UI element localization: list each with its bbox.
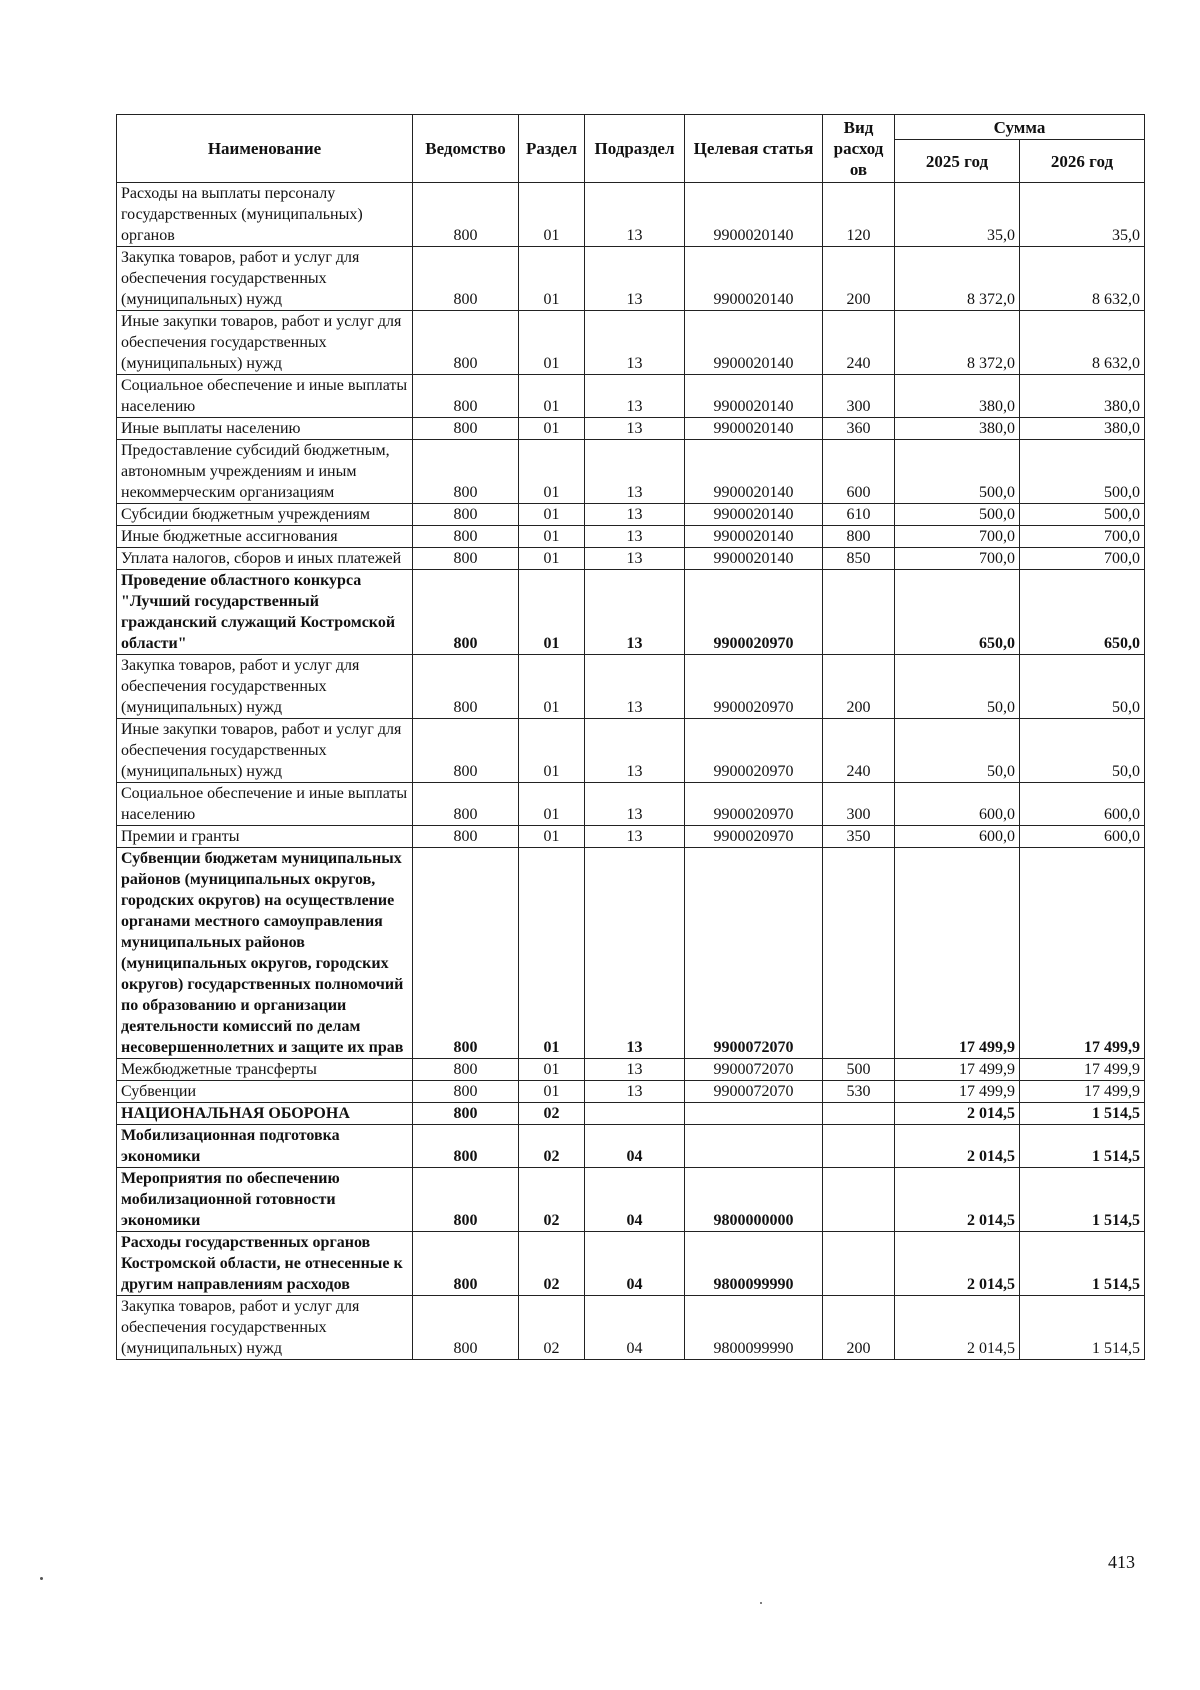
cell-subsection: 13 xyxy=(585,783,685,826)
cell-amount-2025: 17 499,9 xyxy=(895,1059,1020,1081)
table-row xyxy=(117,848,1145,1059)
cell-name: Социальное обеспечение и иные выплаты населению xyxy=(117,375,413,418)
table-row xyxy=(117,247,1145,311)
table-row xyxy=(117,526,1145,548)
cell-expense-type: 240 xyxy=(823,719,895,783)
cell-amount-2026: 700,0 xyxy=(1020,548,1145,570)
cell-section: 01 xyxy=(519,826,585,848)
cell-amount-2026: 8 632,0 xyxy=(1020,247,1145,311)
cell-amount-2025: 50,0 xyxy=(895,719,1020,783)
cell-department: 800 xyxy=(413,548,519,570)
cell-expense-type: 240 xyxy=(823,311,895,375)
cell-section: 02 xyxy=(519,1125,585,1168)
cell-target-article: 9800099990 xyxy=(685,1296,823,1360)
table-row xyxy=(117,1232,1145,1296)
cell-expense-type: 350 xyxy=(823,826,895,848)
cell-target-article: 9900020140 xyxy=(685,548,823,570)
scan-speck xyxy=(40,1577,43,1580)
cell-target-article: 9900072070 xyxy=(685,1081,823,1103)
cell-subsection: 13 xyxy=(585,526,685,548)
cell-amount-2025: 700,0 xyxy=(895,548,1020,570)
col-header-subsection: Подраздел xyxy=(585,115,685,183)
cell-department: 800 xyxy=(413,311,519,375)
cell-name: Проведение областного конкурса "Лучший государственный гражданский служащий Костромской области" xyxy=(117,570,413,655)
cell-amount-2025: 700,0 xyxy=(895,526,1020,548)
cell-section: 01 xyxy=(519,548,585,570)
cell-section: 01 xyxy=(519,570,585,655)
cell-target-article: 9900020140 xyxy=(685,418,823,440)
scan-speck xyxy=(760,1602,762,1604)
cell-amount-2025: 8 372,0 xyxy=(895,311,1020,375)
cell-subsection: 04 xyxy=(585,1232,685,1296)
cell-name: Расходы на выплаты персоналу государственных (муниципальных) органов xyxy=(117,183,413,247)
cell-target-article: 9900020970 xyxy=(685,826,823,848)
cell-subsection xyxy=(585,1103,685,1125)
cell-name: Субвенции бюджетам муниципальных районов (муниципальных округов, городских округов) на осуществление органами местного самоуправления муниципальных районов (муниципальных округов, городских округов) государственных полномочий по образованию и организации деятельности комиссий по делам несовершеннолетних и защите их прав xyxy=(117,848,413,1059)
cell-section: 02 xyxy=(519,1296,585,1360)
col-header-name: Наименование xyxy=(117,115,413,183)
table-row xyxy=(117,418,1145,440)
cell-expense-type: 120 xyxy=(823,183,895,247)
cell-department: 800 xyxy=(413,570,519,655)
cell-expense-type xyxy=(823,848,895,1059)
cell-amount-2026: 600,0 xyxy=(1020,826,1145,848)
cell-section: 02 xyxy=(519,1168,585,1232)
cell-section: 01 xyxy=(519,504,585,526)
cell-department: 800 xyxy=(413,826,519,848)
cell-expense-type: 200 xyxy=(823,655,895,719)
col-header-department: Ведомство xyxy=(413,115,519,183)
table-row xyxy=(117,1081,1145,1103)
cell-department: 800 xyxy=(413,1125,519,1168)
cell-target-article: 9900072070 xyxy=(685,848,823,1059)
cell-department: 800 xyxy=(413,1081,519,1103)
cell-name: Субвенции xyxy=(117,1081,413,1103)
cell-department: 800 xyxy=(413,183,519,247)
cell-amount-2026: 650,0 xyxy=(1020,570,1145,655)
cell-expense-type: 530 xyxy=(823,1081,895,1103)
cell-expense-type: 850 xyxy=(823,548,895,570)
cell-target-article: 9800000000 xyxy=(685,1168,823,1232)
col-header-section: Раздел xyxy=(519,115,585,183)
cell-expense-type xyxy=(823,1232,895,1296)
table-row xyxy=(117,311,1145,375)
table-row xyxy=(117,719,1145,783)
cell-amount-2025: 50,0 xyxy=(895,655,1020,719)
cell-expense-type: 610 xyxy=(823,504,895,526)
col-header-expense-type: Вид расход ов xyxy=(823,115,895,183)
cell-expense-type: 800 xyxy=(823,526,895,548)
cell-expense-type: 600 xyxy=(823,440,895,504)
cell-target-article: 9900020140 xyxy=(685,440,823,504)
cell-amount-2025: 380,0 xyxy=(895,418,1020,440)
cell-subsection: 13 xyxy=(585,183,685,247)
cell-amount-2025: 17 499,9 xyxy=(895,848,1020,1059)
cell-amount-2025: 650,0 xyxy=(895,570,1020,655)
table-row xyxy=(117,1125,1145,1168)
cell-subsection: 13 xyxy=(585,1059,685,1081)
cell-target-article: 9900020140 xyxy=(685,247,823,311)
cell-target-article: 9900020140 xyxy=(685,526,823,548)
cell-target-article: 9900020140 xyxy=(685,375,823,418)
cell-subsection: 04 xyxy=(585,1296,685,1360)
cell-section: 01 xyxy=(519,655,585,719)
cell-amount-2026: 8 632,0 xyxy=(1020,311,1145,375)
table-row xyxy=(117,783,1145,826)
cell-section: 02 xyxy=(519,1232,585,1296)
cell-target-article: 9900020140 xyxy=(685,504,823,526)
cell-department: 800 xyxy=(413,1103,519,1125)
cell-expense-type xyxy=(823,1168,895,1232)
cell-amount-2026: 500,0 xyxy=(1020,504,1145,526)
cell-amount-2026: 600,0 xyxy=(1020,783,1145,826)
cell-name: Субсидии бюджетным учреждениям xyxy=(117,504,413,526)
cell-section: 01 xyxy=(519,311,585,375)
cell-department: 800 xyxy=(413,783,519,826)
cell-amount-2026: 700,0 xyxy=(1020,526,1145,548)
cell-department: 800 xyxy=(413,1296,519,1360)
cell-subsection: 13 xyxy=(585,548,685,570)
cell-amount-2025: 600,0 xyxy=(895,826,1020,848)
cell-name: Предоставление субсидий бюджетным, автономным учреждениям и иным некоммерческим организациям xyxy=(117,440,413,504)
cell-amount-2026: 17 499,9 xyxy=(1020,1059,1145,1081)
cell-name: Мобилизационная подготовка экономики xyxy=(117,1125,413,1168)
cell-expense-type xyxy=(823,1103,895,1125)
cell-target-article: 9900020970 xyxy=(685,570,823,655)
cell-section: 01 xyxy=(519,440,585,504)
cell-amount-2025: 2 014,5 xyxy=(895,1125,1020,1168)
table-row xyxy=(117,1103,1145,1125)
table-row xyxy=(117,548,1145,570)
cell-department: 800 xyxy=(413,1059,519,1081)
cell-department: 800 xyxy=(413,655,519,719)
cell-name: Премии и гранты xyxy=(117,826,413,848)
cell-section: 01 xyxy=(519,783,585,826)
cell-department: 800 xyxy=(413,375,519,418)
cell-name: Закупка товаров, работ и услуг для обеспечения государственных (муниципальных) нужд xyxy=(117,655,413,719)
cell-name: Мероприятия по обеспечению мобилизационной готовности экономики xyxy=(117,1168,413,1232)
cell-subsection: 04 xyxy=(585,1168,685,1232)
cell-target-article: 9900020970 xyxy=(685,719,823,783)
cell-amount-2025: 380,0 xyxy=(895,375,1020,418)
cell-target-article: 9900020970 xyxy=(685,783,823,826)
cell-amount-2025: 35,0 xyxy=(895,183,1020,247)
cell-department: 800 xyxy=(413,848,519,1059)
col-header-year-2026: 2026 год xyxy=(1020,140,1145,183)
table-row xyxy=(117,655,1145,719)
cell-section: 01 xyxy=(519,375,585,418)
cell-amount-2026: 1 514,5 xyxy=(1020,1296,1145,1360)
cell-subsection: 13 xyxy=(585,655,685,719)
cell-amount-2025: 2 014,5 xyxy=(895,1296,1020,1360)
cell-target-article: 9900020140 xyxy=(685,183,823,247)
page-number: 413 xyxy=(1108,1552,1135,1572)
cell-name: Уплата налогов, сборов и иных платежей xyxy=(117,548,413,570)
cell-amount-2026: 50,0 xyxy=(1020,719,1145,783)
cell-name: Социальное обеспечение и иные выплаты населению xyxy=(117,783,413,826)
cell-subsection: 13 xyxy=(585,375,685,418)
cell-subsection: 13 xyxy=(585,719,685,783)
cell-section: 01 xyxy=(519,183,585,247)
table-row xyxy=(117,1168,1145,1232)
cell-amount-2025: 17 499,9 xyxy=(895,1081,1020,1103)
cell-department: 800 xyxy=(413,418,519,440)
table-row xyxy=(117,1296,1145,1360)
cell-expense-type: 300 xyxy=(823,375,895,418)
table-row xyxy=(117,1059,1145,1081)
cell-subsection: 13 xyxy=(585,826,685,848)
cell-name: Иные бюджетные ассигнования xyxy=(117,526,413,548)
cell-department: 800 xyxy=(413,504,519,526)
cell-subsection: 13 xyxy=(585,1081,685,1103)
cell-amount-2025: 8 372,0 xyxy=(895,247,1020,311)
cell-expense-type xyxy=(823,570,895,655)
cell-amount-2025: 500,0 xyxy=(895,504,1020,526)
cell-expense-type: 200 xyxy=(823,247,895,311)
cell-amount-2025: 2 014,5 xyxy=(895,1168,1020,1232)
table-row xyxy=(117,570,1145,655)
cell-amount-2026: 1 514,5 xyxy=(1020,1103,1145,1125)
cell-amount-2026: 35,0 xyxy=(1020,183,1145,247)
cell-name: Межбюджетные трансферты xyxy=(117,1059,413,1081)
cell-department: 800 xyxy=(413,526,519,548)
cell-expense-type: 300 xyxy=(823,783,895,826)
table-row xyxy=(117,183,1145,247)
cell-expense-type: 360 xyxy=(823,418,895,440)
cell-amount-2025: 500,0 xyxy=(895,440,1020,504)
cell-amount-2026: 17 499,9 xyxy=(1020,848,1145,1059)
cell-expense-type: 200 xyxy=(823,1296,895,1360)
cell-amount-2026: 380,0 xyxy=(1020,375,1145,418)
table-row xyxy=(117,504,1145,526)
table-row xyxy=(117,375,1145,418)
cell-expense-type xyxy=(823,1125,895,1168)
cell-target-article: 9900072070 xyxy=(685,1059,823,1081)
cell-expense-type: 500 xyxy=(823,1059,895,1081)
cell-subsection: 13 xyxy=(585,440,685,504)
cell-subsection: 13 xyxy=(585,247,685,311)
cell-amount-2026: 17 499,9 xyxy=(1020,1081,1145,1103)
col-header-year-2025: 2025 год xyxy=(895,140,1020,183)
cell-section: 01 xyxy=(519,418,585,440)
cell-amount-2026: 1 514,5 xyxy=(1020,1232,1145,1296)
budget-table xyxy=(116,114,1145,1360)
cell-amount-2026: 50,0 xyxy=(1020,655,1145,719)
cell-department: 800 xyxy=(413,719,519,783)
cell-target-article xyxy=(685,1103,823,1125)
cell-section: 02 xyxy=(519,1103,585,1125)
cell-amount-2026: 1 514,5 xyxy=(1020,1168,1145,1232)
cell-subsection: 13 xyxy=(585,570,685,655)
cell-amount-2025: 2 014,5 xyxy=(895,1103,1020,1125)
cell-department: 800 xyxy=(413,247,519,311)
cell-target-article: 9900020970 xyxy=(685,655,823,719)
cell-subsection: 13 xyxy=(585,848,685,1059)
cell-amount-2026: 380,0 xyxy=(1020,418,1145,440)
table-header xyxy=(117,115,1145,183)
cell-name: Закупка товаров, работ и услуг для обеспечения государственных (муниципальных) нужд xyxy=(117,247,413,311)
cell-name: НАЦИОНАЛЬНАЯ ОБОРОНА xyxy=(117,1103,413,1125)
col-header-sum: Сумма xyxy=(895,115,1145,140)
cell-name: Расходы государственных органов Костромской области, не отнесенные к другим направлениям расходов xyxy=(117,1232,413,1296)
table-row xyxy=(117,440,1145,504)
cell-amount-2025: 2 014,5 xyxy=(895,1232,1020,1296)
cell-department: 800 xyxy=(413,1232,519,1296)
cell-name: Иные закупки товаров, работ и услуг для обеспечения государственных (муниципальных) нужд xyxy=(117,719,413,783)
cell-target-article: 9800099990 xyxy=(685,1232,823,1296)
cell-department: 800 xyxy=(413,440,519,504)
col-header-target-article: Целевая статья xyxy=(685,115,823,183)
cell-section: 01 xyxy=(519,526,585,548)
cell-section: 01 xyxy=(519,1059,585,1081)
cell-section: 01 xyxy=(519,1081,585,1103)
cell-subsection: 13 xyxy=(585,311,685,375)
cell-target-article: 9900020140 xyxy=(685,311,823,375)
cell-department: 800 xyxy=(413,1168,519,1232)
cell-amount-2026: 500,0 xyxy=(1020,440,1145,504)
table-row xyxy=(117,826,1145,848)
cell-amount-2025: 600,0 xyxy=(895,783,1020,826)
cell-name: Иные выплаты населению xyxy=(117,418,413,440)
cell-subsection: 04 xyxy=(585,1125,685,1168)
cell-section: 01 xyxy=(519,848,585,1059)
cell-name: Закупка товаров, работ и услуг для обеспечения государственных (муниципальных) нужд xyxy=(117,1296,413,1360)
cell-subsection: 13 xyxy=(585,418,685,440)
cell-target-article xyxy=(685,1125,823,1168)
cell-subsection: 13 xyxy=(585,504,685,526)
cell-name: Иные закупки товаров, работ и услуг для обеспечения государственных (муниципальных) нужд xyxy=(117,311,413,375)
cell-section: 01 xyxy=(519,247,585,311)
cell-amount-2026: 1 514,5 xyxy=(1020,1125,1145,1168)
table-body xyxy=(117,183,1145,1360)
cell-section: 01 xyxy=(519,719,585,783)
